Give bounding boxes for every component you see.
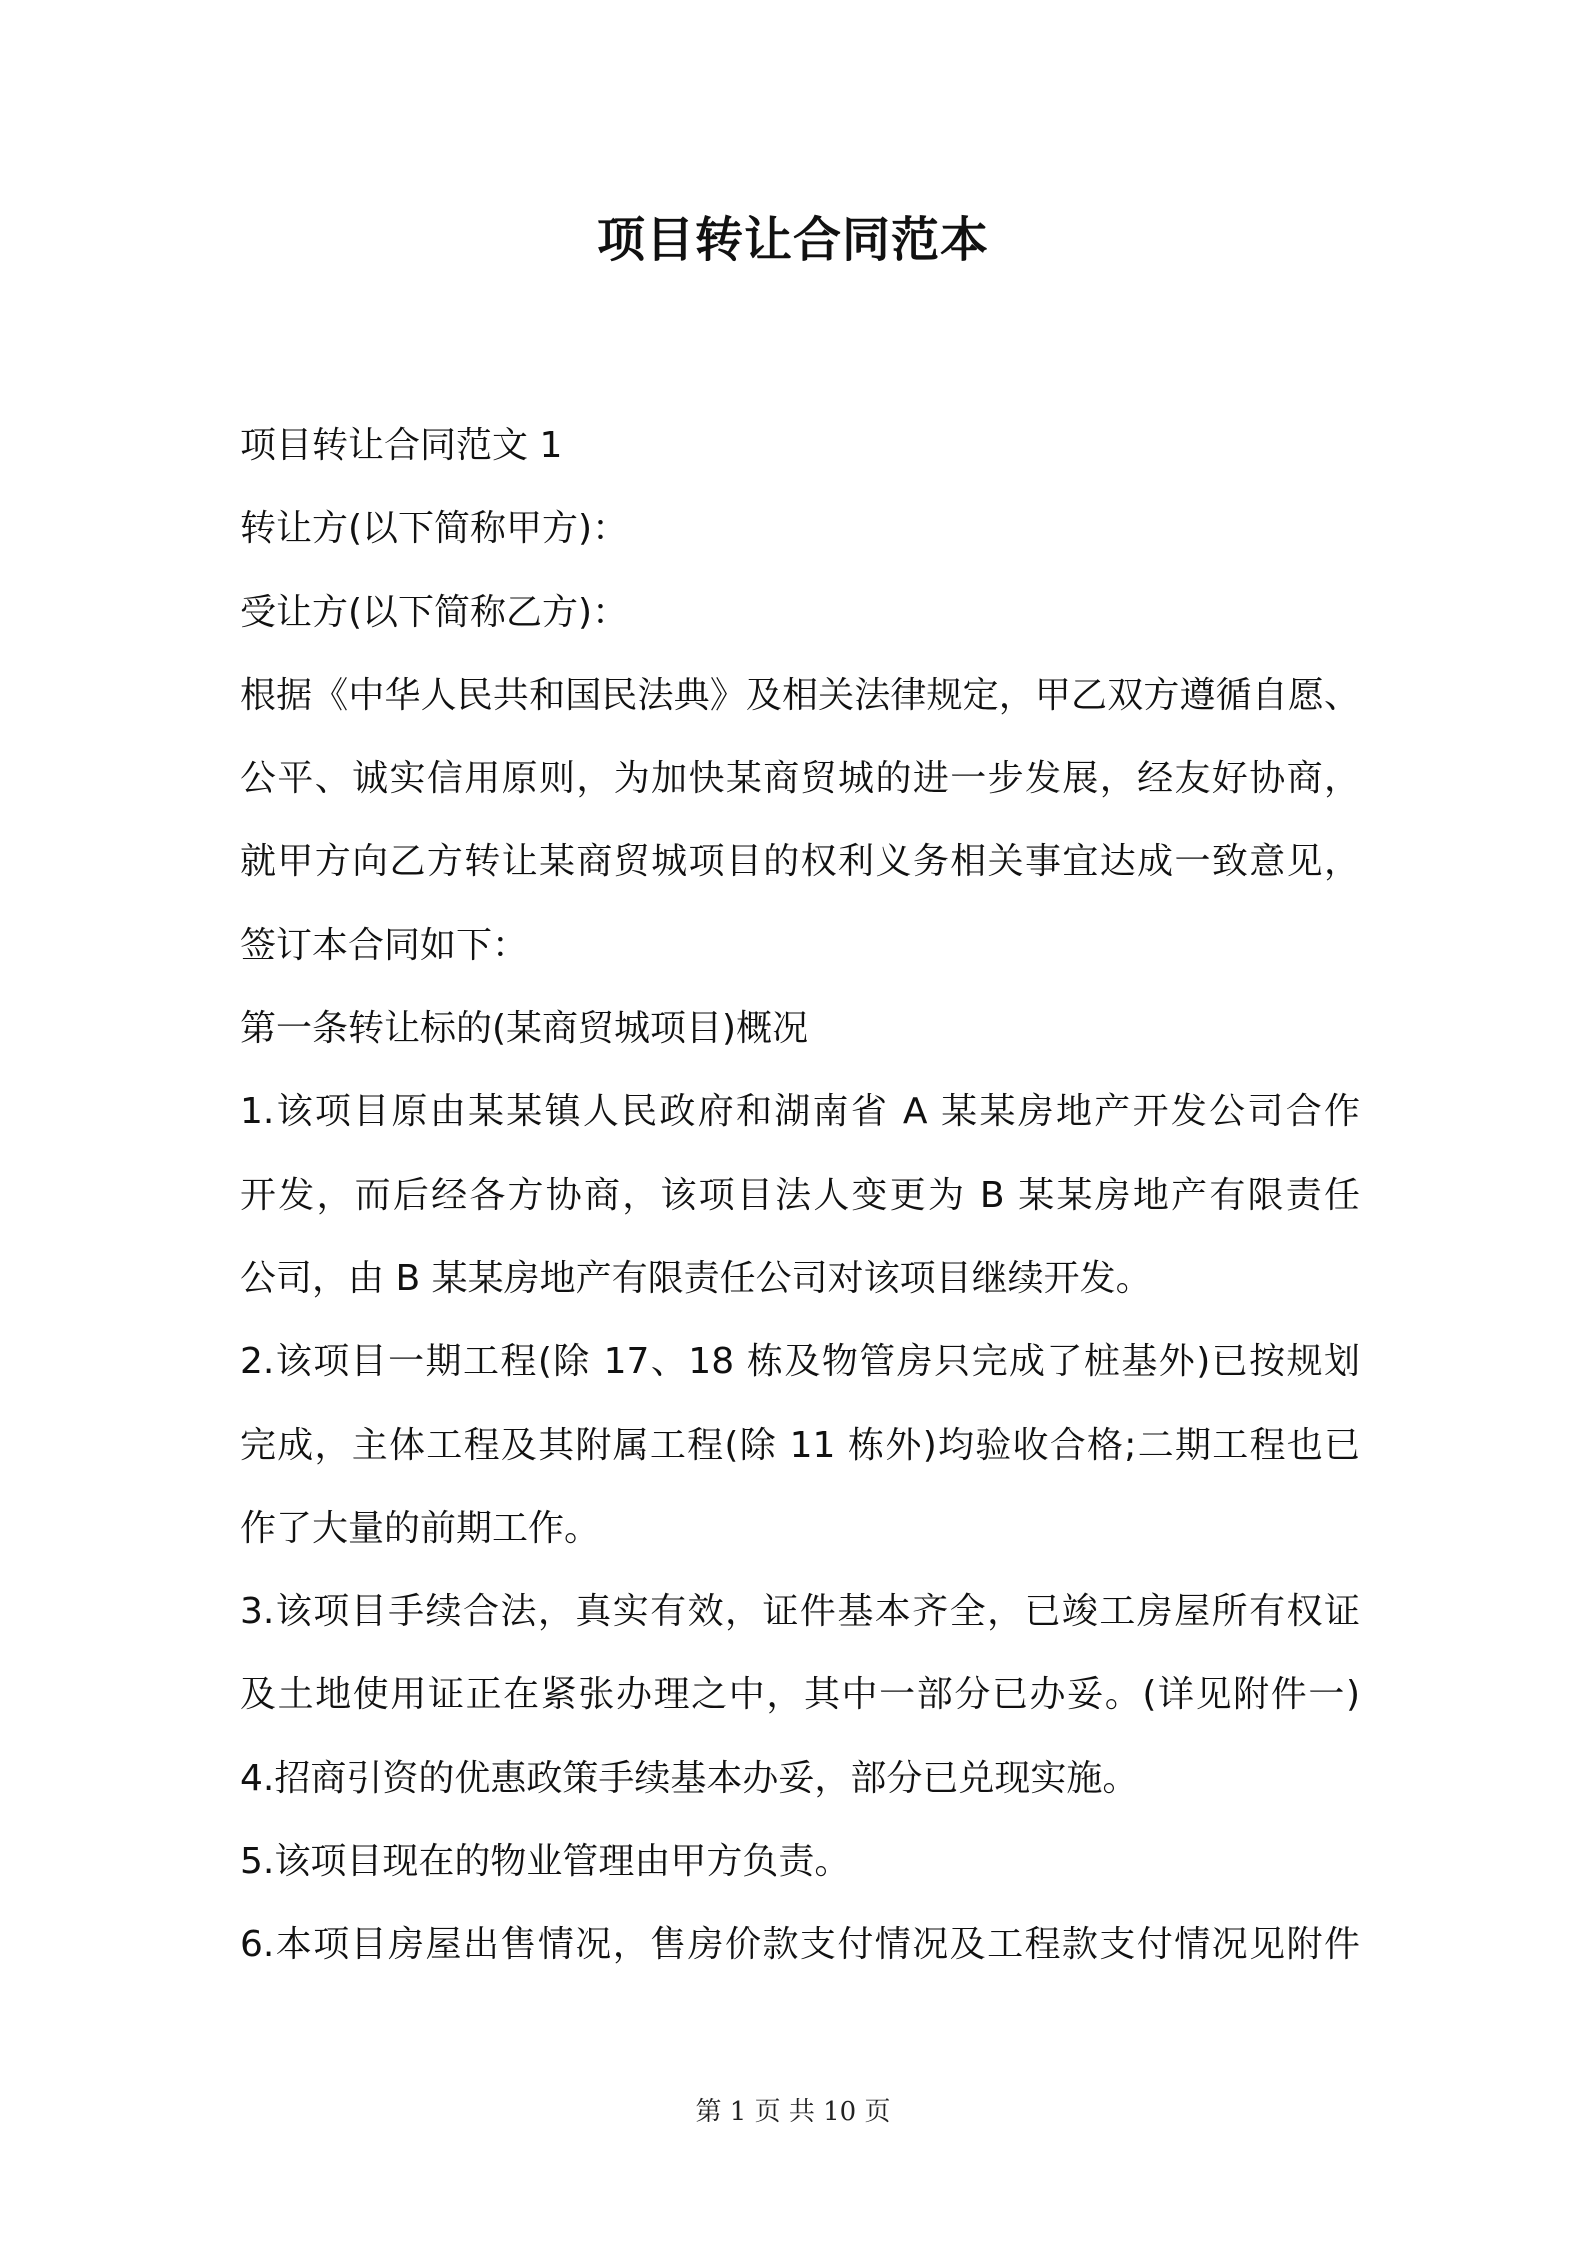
page-number-footer: 第 1 页 共 10 页	[695, 2097, 891, 2127]
document-title: 项目转让合同范本	[596, 212, 989, 268]
paragraph-line: 6.本项目房屋出售情况，售房价款支付情况及工程款支付情况见附件	[240, 1924, 1360, 1966]
paragraph-line: 4.招商引资的优惠政策手续基本办妥，部分已兑现实施。	[240, 1757, 1139, 1799]
section-heading: 项目转让合同范文 1	[240, 425, 563, 466]
paragraph-line: 完成，主体工程及其附属工程(除 11 栋外)均验收合格;二期工程也已	[240, 1424, 1360, 1466]
paragraph-line: 签订本合同如下：	[240, 924, 529, 966]
paragraph-line: 就甲方向乙方转让某商贸城项目的权利义务相关事宜达成一致意见，	[240, 841, 1360, 883]
article-heading: 第一条转让标的(某商贸城项目)概况	[240, 1008, 809, 1050]
transferee-line: 受让方(以下简称乙方)：	[240, 591, 629, 633]
transferor-line: 转让方(以下简称甲方)：	[240, 508, 629, 550]
paragraph-line: 公平、诚实信用原则，为加快某商贸城的进一步发展，经友好协商，	[240, 758, 1360, 800]
paragraph-line: 1.该项目原由某某镇人民政府和湖南省 A 某某房地产开发公司合作	[240, 1091, 1360, 1133]
paragraph-line: 3.该项目手续合法，真实有效，证件基本齐全，已竣工房屋所有权证	[240, 1591, 1360, 1633]
paragraph-line: 作了大量的前期工作。	[240, 1507, 601, 1549]
paragraph-line: 开发，而后经各方协商，该项目法人变更为 B 某某房地产有限责任	[240, 1174, 1360, 1216]
paragraph-line: 5.该项目现在的物业管理由甲方负责。	[240, 1841, 851, 1883]
paragraph-line: 根据《中华人民共和国民法典》及相关法律规定，甲乙双方遵循自愿、	[240, 674, 1360, 716]
paragraph-line: 及土地使用证正在紧张办理之中，其中一部分已办妥。(详见附件一)	[240, 1674, 1360, 1716]
paragraph-line: 2.该项目一期工程(除 17、18 栋及物管房只完成了桩基外)已按规划	[240, 1341, 1360, 1383]
paragraph-line: 公司，由 B 某某房地产有限责任公司对该项目继续开发。	[240, 1257, 1152, 1299]
document-body	[240, 404, 1360, 1987]
